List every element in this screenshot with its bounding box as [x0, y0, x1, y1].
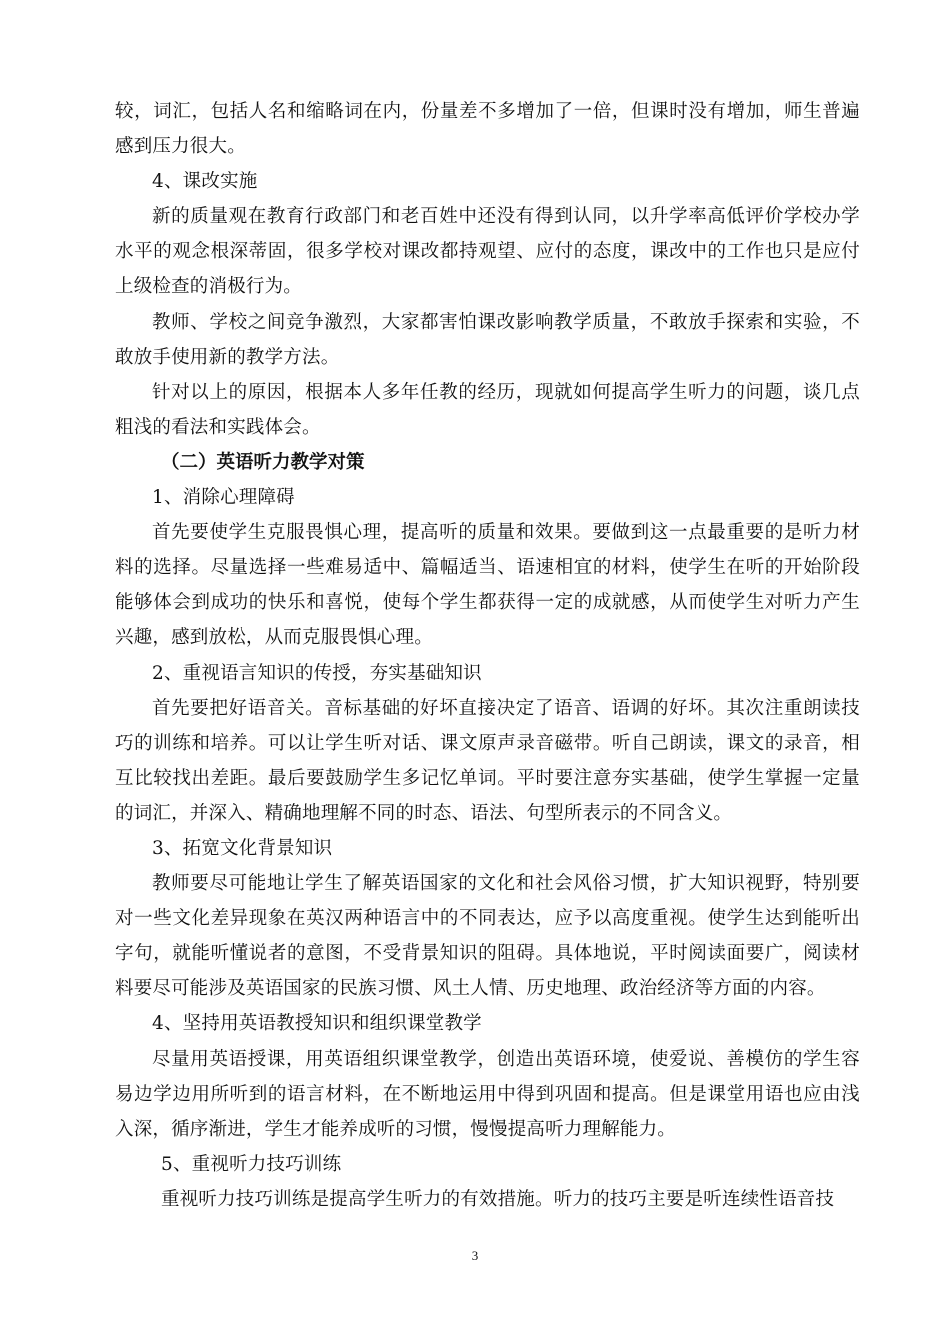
body-paragraph: 较，词汇，包括人名和缩略词在内，份量差不多增加了一倍，但课时没有增加，师生普遍感到压力很大。 — [115, 101, 860, 158]
chapter-heading: （二）英语听力教学对策 — [161, 451, 365, 473]
document-body — [115, 94, 860, 1217]
body-paragraph: 首先要把好语音关。音标基础的好坏直接决定了语音、语调的好坏。其次注重朗读技巧的训练和培养。可以让学生听对话、课文原声录音磁带。听自己朗读，课文的录音，相互比较找出差距。最后要鼓励学生多记忆单词。平时要注意夯实基础，使学生掌握一定量的词汇，并深入、精确地理解不同的时态、语法、句型所表示的不同含义。 — [115, 697, 860, 824]
body-paragraph: 新的质量观在教育行政部门和老百姓中还没有得到认同，以升学率高低评价学校办学水平的观念根深蒂固，很多学校对课改都持观望、应付的态度，课改中的工作也只是应付上级检查的消极行为。 — [115, 206, 860, 298]
body-paragraph: 教师、学校之间竞争激烈，大家都害怕课改影响教学质量，不敢放手探索和实验，不敢放手使用新的教学方法。 — [115, 311, 860, 368]
section-heading: 4、课改实施 — [152, 171, 258, 193]
section-heading: 4、坚持用英语教授知识和组织课堂教学 — [152, 1013, 482, 1035]
section-heading: 1、消除心理障碍 — [152, 487, 295, 509]
page-number: 3 — [471, 1248, 479, 1263]
body-paragraph: 首先要使学生克服畏惧心理，提高听的质量和效果。要做到这一点最重要的是听力材料的选择。尽量选择一些难易适中、篇幅适当、语速相宜的材料，使学生在听的开始阶段能够体会到成功的快乐和喜悦，使每个学生都获得一定的成就感，从而使学生对听力产生兴趣，感到放松，从而克服畏惧心理。 — [115, 522, 860, 649]
body-paragraph: 尽量用英语授课，用英语组织课堂教学，创造出英语环境，使爱说、善模仿的学生容易边学边用所听到的语言材料，在不断地运用中得到巩固和提高。但是课堂用语也应由浅入深，循序渐进，学生才能养成听的习惯，慢慢提高听力理解能力。 — [115, 1048, 860, 1140]
body-paragraph: 针对以上的原因，根据本人多年任教的经历，现就如何提高学生听力的问题，谈几点粗浅的看法和实践体会。 — [115, 381, 860, 438]
body-paragraph: 重视听力技巧训练是提高学生听力的有效措施。听力的技巧主要是听连续性语音技 — [161, 1188, 835, 1210]
section-heading: 3、拓宽文化背景知识 — [152, 837, 333, 859]
section-heading: 2、重视语言知识的传授，夯实基础知识 — [152, 662, 482, 684]
body-paragraph: 教师要尽可能地让学生了解英语国家的文化和社会风俗习惯，扩大知识视野，特别要对一些文化差异现象在英汉两种语言中的不同表达，应予以高度重视。使学生达到能听出字句，就能听懂说者的意图，不受背景知识的阻碍。具体地说，平时阅读面要广，阅读材料要尽可能涉及英语国家的民族习惯、风土人情、历史地理、政治经济等方面的内容。 — [115, 873, 860, 1000]
section-heading: 5、重视听力技巧训练 — [161, 1153, 342, 1175]
